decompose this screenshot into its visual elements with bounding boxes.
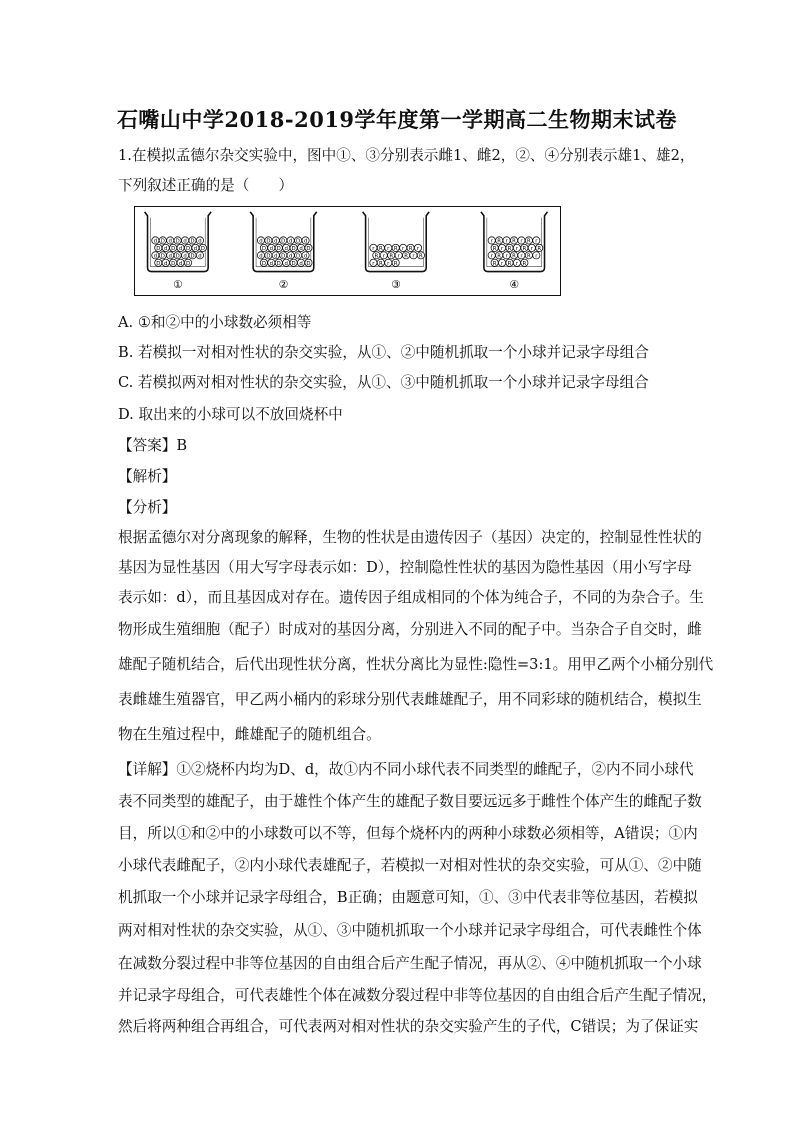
ball-letter: R xyxy=(497,253,502,260)
ball-letter: d xyxy=(183,253,187,260)
ball-letter: R xyxy=(512,238,516,245)
ball-letter: r xyxy=(372,260,375,267)
analysis-line: 表示如：d），而且基因成对存在。遗传因子组成相同的个体为纯合子，不同的为杂合子。生 xyxy=(118,589,704,606)
analysis-line: 表雌雄生殖器官，甲乙两小桶内的彩球分别代表雌雄配子，用不同彩球的随机结合，模拟生 xyxy=(118,691,702,708)
ball-letter: R xyxy=(404,253,408,260)
analysis-line: 基因为显性基因（用大写字母表示如：D），控制隐性性状的基因为隐性基因（用小写字母 xyxy=(118,559,692,576)
ball-letter: r xyxy=(416,246,420,253)
ball-letter: d xyxy=(178,260,183,267)
detail-line: 并记录字母组合，可代表雄性个体在减数分裂过程中非等位基因的自由组合后产生配子情况， xyxy=(118,987,717,1004)
option-d: D. 取出来的小球可以不放回烧杯中 xyxy=(118,406,343,423)
ball-letter: D xyxy=(296,238,301,245)
ball-letter: d xyxy=(198,253,202,260)
ball-letter: d xyxy=(303,253,308,260)
ball-letter: d xyxy=(168,238,172,245)
beaker-label: ② xyxy=(278,278,289,292)
ball-letter: D xyxy=(306,246,311,253)
ball-letter: R xyxy=(378,260,383,267)
ball-letter: D xyxy=(190,238,195,245)
ball-letter: R xyxy=(374,253,379,260)
ball-letter: R xyxy=(512,253,516,260)
option-c: C. 若模拟两对相对性状的杂交实验，从①、③中随机抓取一个小球并记录字母组合 xyxy=(118,374,649,391)
ball-letter: r xyxy=(505,253,508,260)
ball-letter: D xyxy=(156,246,161,253)
ball-letter: r xyxy=(505,238,508,245)
ball-letter: D xyxy=(261,246,266,253)
ball-letter: d xyxy=(299,260,303,267)
beaker-label: ④ xyxy=(509,278,520,292)
ball-letter: D xyxy=(171,246,176,253)
ball-letter: D xyxy=(175,238,180,245)
detail-line: 表不同类型的雄配子，由于雄性个体产生的雄配子数目要远远多于雌性个体产生的雌配子数 xyxy=(118,793,702,810)
ball-letter: R xyxy=(492,246,497,253)
ball-letter: r xyxy=(515,246,519,253)
ball-letter: d xyxy=(193,246,198,253)
ball-letter: D xyxy=(266,238,271,245)
ball-letter: d xyxy=(288,253,293,260)
ball-letter: d xyxy=(284,246,288,253)
ball-letter: r xyxy=(402,246,405,253)
analysis-line: 雄配子随机结合，后代出现性状分离，性状分离比为显性:隐性=3:1。用甲乙两个小桶分别代 xyxy=(118,656,714,673)
ball-letter: d xyxy=(153,238,158,245)
ball-letter: d xyxy=(168,253,172,260)
ball-letter: d xyxy=(198,238,202,245)
analysis-subheader: 【分析】 xyxy=(118,499,177,516)
ball-letter: r xyxy=(515,260,519,267)
option-b: B. 若模拟一对相对性状的杂交实验，从①、②中随机抓取一个小球并记录字母组合 xyxy=(118,344,649,361)
ball-letter: R xyxy=(507,246,512,253)
ball-letter: d xyxy=(284,260,288,267)
analysis-line: 物形成生殖细胞（配子）时成对的基因分离，分别进入不同的配子中。当杂合子自交时，雌 xyxy=(118,621,702,638)
ball-letter: r xyxy=(387,246,390,253)
ball-letter: D xyxy=(291,260,296,267)
detail-line: 机抓取一个小球并记录字母组合，B正确；由题意可知，①、③中代表非等位基因，若模拟 xyxy=(118,889,698,906)
detail-line: 两对相对性状的杂交实验，从①、③中随机抓取一个小球并记录字母组合，可代表雌性个体 xyxy=(118,922,702,939)
ball-letter: R xyxy=(497,238,502,245)
answer-label: 【答案】B xyxy=(118,437,188,454)
beaker-3 xyxy=(363,212,429,291)
ball-letter: D xyxy=(160,253,165,260)
ball-letter: r xyxy=(397,253,400,260)
ball-letter: d xyxy=(153,253,158,260)
beaker-1 xyxy=(145,212,211,291)
ball-letter: d xyxy=(274,253,278,260)
detail-line: 在减数分裂过程中非等位基因的自由组合后产生配子情况，再从②、④中随机抓取一个小球 xyxy=(118,955,702,972)
ball-letter: r xyxy=(500,260,504,267)
ball-letter: d xyxy=(259,238,263,245)
beaker-illustration xyxy=(135,207,560,295)
ball-letter: d xyxy=(274,238,278,245)
beaker-label: ① xyxy=(173,278,183,292)
ball-letter: D xyxy=(156,260,161,267)
ball-letter: d xyxy=(299,246,303,253)
option-a: A. ①和②中的小球数必须相等 xyxy=(118,314,312,331)
detail-line: 小球代表雌配子，②内小球代表雄配子，若模拟一对相对性状的杂交实验，可从①、②中随 xyxy=(118,857,702,874)
ball-letter: D xyxy=(276,260,281,267)
ball-letter: d xyxy=(183,238,187,245)
ball-letter: d xyxy=(178,246,183,253)
ball-letter: r xyxy=(387,260,390,267)
ball-letter: D xyxy=(296,253,301,260)
ball-letter: d xyxy=(164,246,168,253)
detail-line: 然后将两种组合再组合，可代表两对相对性状的杂交实验产生的子代，C错误；为了保证实 xyxy=(118,1018,699,1035)
ball-letter: R xyxy=(393,260,398,267)
ball-letter: d xyxy=(303,238,308,245)
beaker-figure xyxy=(134,206,561,296)
ball-letter: r xyxy=(530,246,533,253)
ball-letter: r xyxy=(535,253,538,260)
beaker-4 xyxy=(481,212,547,291)
ball-letter: R xyxy=(393,246,398,253)
ball-letter: D xyxy=(190,253,195,260)
beaker-2 xyxy=(250,212,316,291)
question-stem-line-2: 下列叙述正确的是（ ） xyxy=(118,177,294,194)
ball-letter: d xyxy=(164,260,168,267)
ball-letter: r xyxy=(372,246,375,253)
ball-letter: R xyxy=(507,260,512,267)
ball-letter: D xyxy=(200,246,205,253)
ball-letter: R xyxy=(378,246,383,253)
ball-letter: d xyxy=(288,238,293,245)
ball-letter: R xyxy=(408,246,413,253)
ball-letter: R xyxy=(492,260,497,267)
ball-letter: r xyxy=(490,253,493,260)
ball-letter: r xyxy=(500,246,504,253)
ball-letter: d xyxy=(269,260,274,267)
ball-letter: D xyxy=(266,253,271,260)
ball-letter: R xyxy=(419,253,423,260)
ball-letter: r xyxy=(520,238,523,245)
ball-letter: r xyxy=(520,253,523,260)
beaker-label: ③ xyxy=(391,278,401,292)
ball-letter: D xyxy=(175,253,180,260)
ball-letter: r xyxy=(382,253,385,260)
analysis-line: 物在生殖过程中，雌雄配子的随机组合。 xyxy=(118,726,381,743)
ball-letter: D xyxy=(160,238,165,245)
ball-letter: D xyxy=(281,253,286,260)
ball-letter: R xyxy=(522,246,527,253)
detail-line: 目，所以①和②中的小球数可以不等，但每个烧杯内的两种小球数必须相等，A错误；①内 xyxy=(118,825,698,842)
ball-letter: D xyxy=(291,246,296,253)
ball-letter: d xyxy=(269,246,274,253)
ball-letter: D xyxy=(306,260,311,267)
question-stem-line-1: 1.在模拟孟德尔杂交实验中，图中①、③分别表示雌1、雌2，②、④分别表示雄1、雄2， xyxy=(118,147,695,164)
ball-letter: R xyxy=(537,246,542,253)
analysis-header: 【解析】 xyxy=(118,468,177,485)
ball-letter: R xyxy=(389,253,394,260)
ball-letter: D xyxy=(276,246,281,253)
ball-letter: R xyxy=(527,238,531,245)
ball-letter: D xyxy=(185,260,191,267)
ball-letter: R xyxy=(522,260,527,267)
page-title: 石嘴山中学2018-2019学年度第一学期高二生物期末试卷 xyxy=(116,107,678,132)
detail-line: 【详解】①②烧杯内均为D、d，故①内不同小球代表不同类型的雌配子，②内不同小球代 xyxy=(118,761,694,778)
analysis-line: 根据孟德尔对分离现象的解释，生物的性状是由遗传因子（基因）决定的，控制显性性状的 xyxy=(118,529,702,546)
ball-letter: D xyxy=(261,260,266,267)
ball-letter: D xyxy=(185,246,191,253)
ball-letter: d xyxy=(259,253,263,260)
ball-letter: r xyxy=(490,238,493,245)
ball-letter: D xyxy=(281,238,286,245)
ball-letter: r xyxy=(412,253,415,260)
ball-letter: R xyxy=(527,253,531,260)
ball-letter: r xyxy=(535,238,538,245)
ball-letter: D xyxy=(171,260,176,267)
